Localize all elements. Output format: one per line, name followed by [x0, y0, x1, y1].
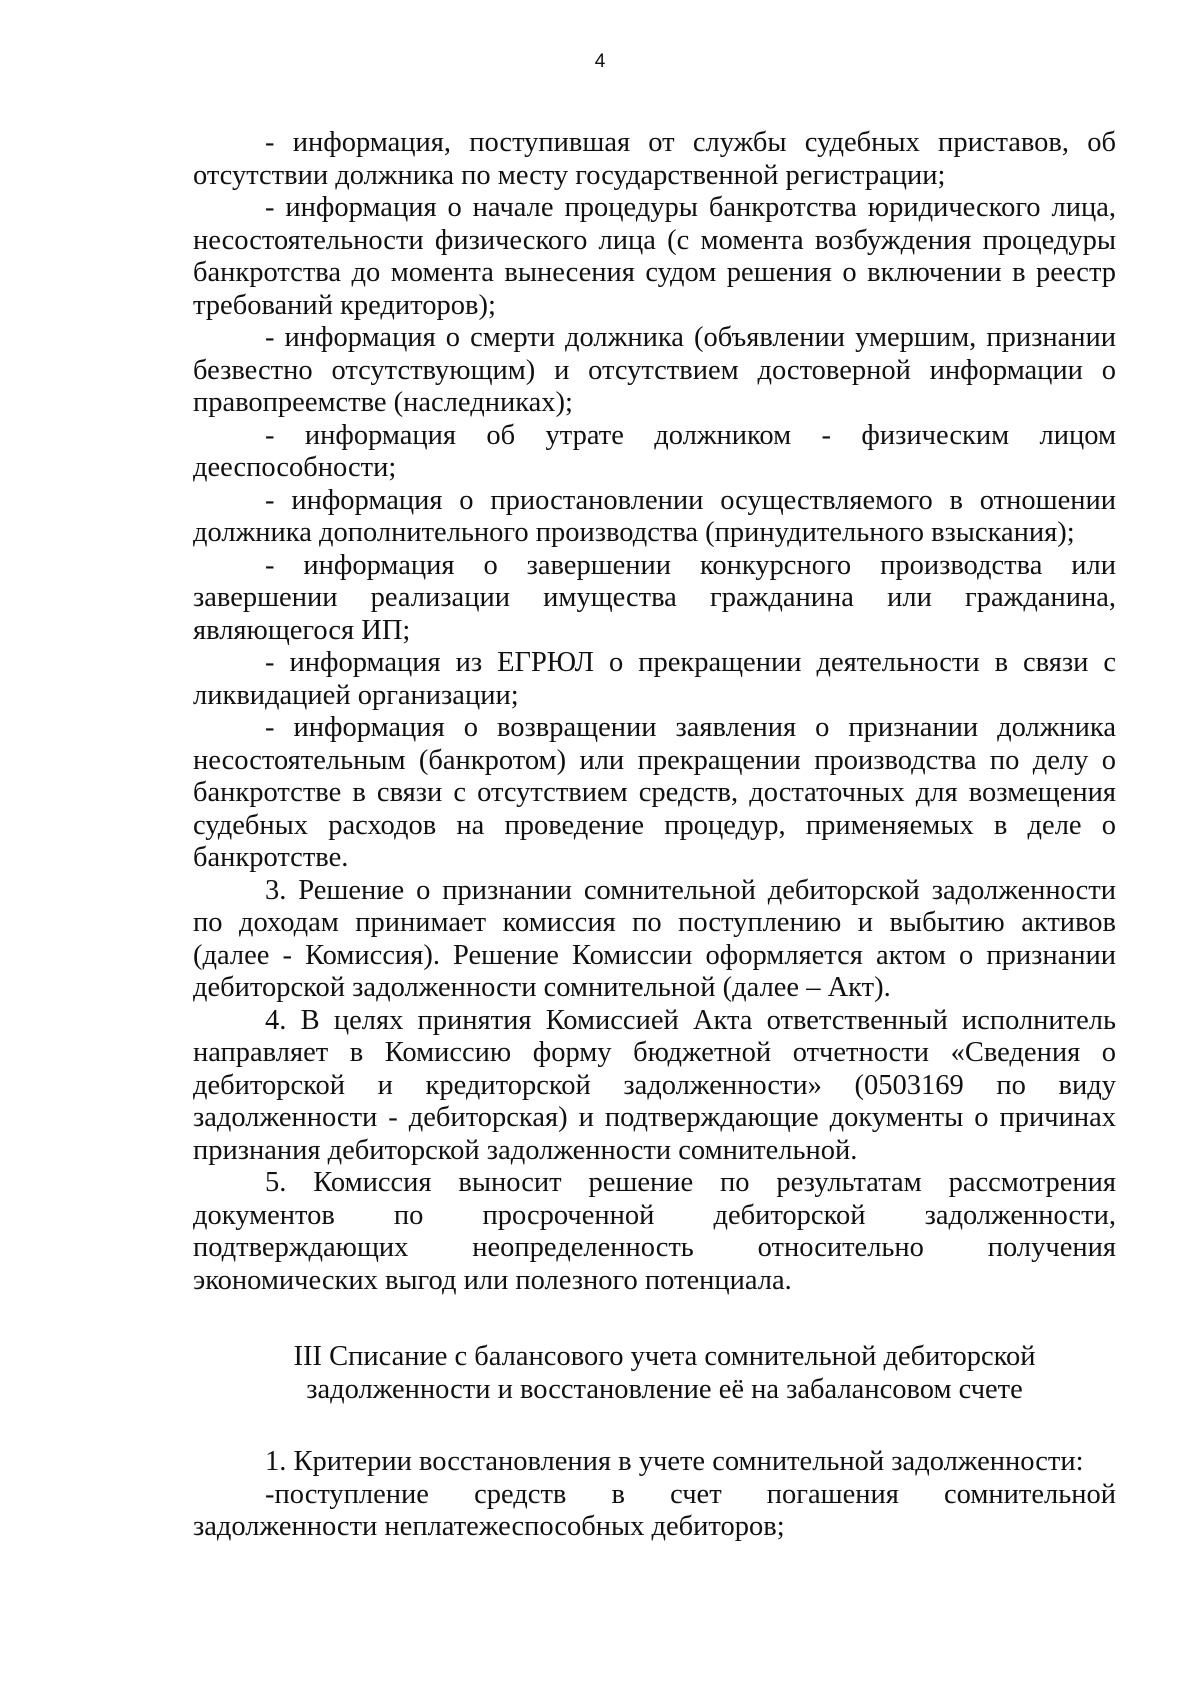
paragraph-item-4-reporting-form: 4. В целях принятия Комиссией Акта ответственный исполнитель направляет в Комиссию форму бюджетной отчетности «Сведения о дебиторской и кредиторской задолженности» (0503169 по виду задолженности - дебиторская) и подтверждающие документы о причинах признания дебиторской задолженности сомнительной. — [193, 1004, 1116, 1166]
page-number: 4 — [594, 51, 606, 72]
document-body — [193, 127, 1116, 1544]
paragraph-item-5-commission-ruling: 5. Комиссия выносит решение по результатам рассмотрения документов по просроченной дебиторской задолженности, подтверждающих неопределенность относительно получения экономических выгод или полезного потенциала. — [193, 1167, 1116, 1296]
paragraph-bankruptcy-start: - информация о начале процедуры банкротства юридического лица, несостоятельности физического лица (с момента возбуждения процедуры банкротства до момента вынесения судом решения о включении в реестр требований кредиторов); — [193, 192, 1116, 321]
paragraph-bailiff-info: - информация, поступившая от службы судебных приставов, об отсутствии должника по месту государственной регистрации; — [193, 127, 1116, 191]
paragraph-application-return: - информация о возвращении заявления о признании должника несостоятельным (банкротом) или прекращении производства по делу о банкротстве в связи с отсутствием средств, достаточных для возмещения судебных расходов на проведение процедур, применяемых в деле о банкротстве. — [193, 712, 1116, 873]
section-spacer — [193, 1406, 1116, 1446]
paragraph-funds-receipt: -поступление средств в счет погашения сомнительной задолженности неплатежеспособных дебиторов; — [193, 1478, 1116, 1542]
paragraph-legal-capacity-loss: - информация об утрате должником - физическим лицом дееспособности; — [193, 419, 1116, 483]
paragraph-item-3-commission-decision: 3. Решение о признании сомнительной дебиторской задолженности по доходам принимает комиссия по поступлению и выбытию активов (далее - Комиссия). Решение Комиссии оформляется актом о признании дебиторской задолженности сомнительной (далее – Акт). — [193, 874, 1116, 1003]
section-heading-line-1: III Списание с балансового учета сомнительной дебиторской — [293, 1341, 1036, 1372]
paragraph-egrul-liquidation: - информация из ЕГРЮЛ о прекращении деятельности в связи с ликвидацией организации; — [193, 647, 1116, 711]
paragraph-enforcement-suspension: - информация о приостановлении осуществляемого в отношении должника дополнительного производства (принудительного взыскания); — [193, 484, 1116, 548]
section-heading — [193, 1341, 1116, 1406]
paragraph-item-1-restoration-criteria: 1. Критерии восстановления в учете сомнительной задолженности: — [265, 1446, 1084, 1477]
paragraph-competitive-proceedings-end: - информация о завершении конкурсного производства или завершении реализации имущества гражданина или гражданина, являющегося ИП; — [193, 549, 1116, 646]
section-heading-line-2: задолженности и восстановление её на забалансовом счете — [306, 1373, 1023, 1405]
paragraph-debtor-death: - информация о смерти должника (объявлении умершим, признании безвестно отсутствующим) и отсутствием достоверной информации о правопреемстве (наследниках); — [193, 322, 1116, 418]
